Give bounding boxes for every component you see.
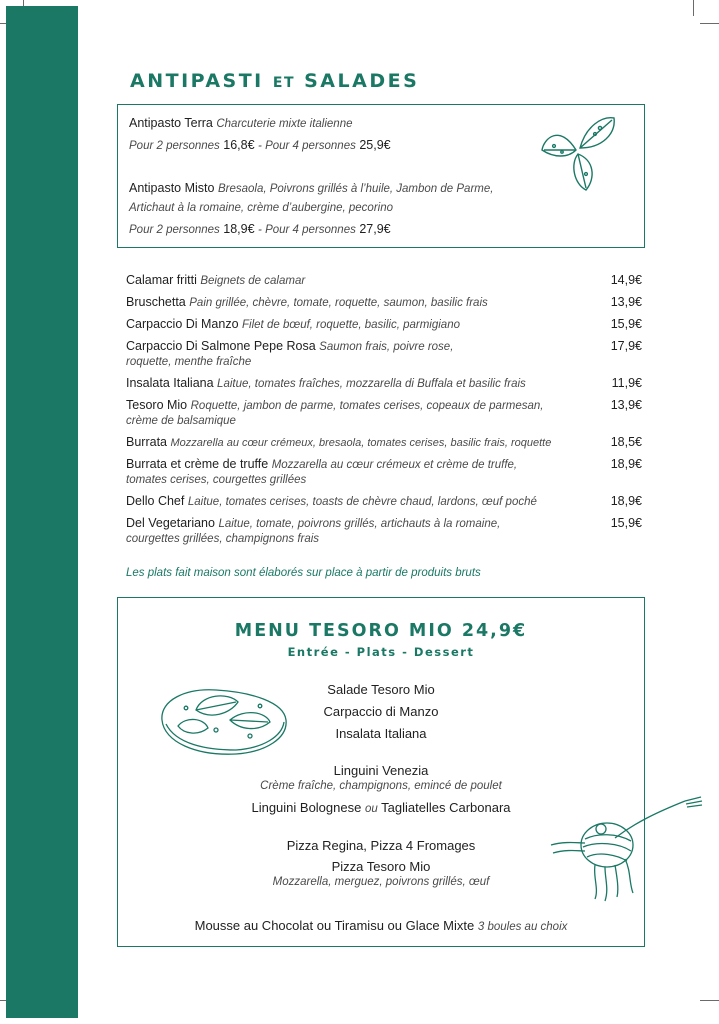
house-made-note: Les plats fait maison sont élaborés sur place à partir de produits bruts bbox=[126, 567, 481, 579]
menu-pizza: Pizza Tesoro Mio bbox=[331, 859, 431, 874]
side-band bbox=[6, 6, 78, 1018]
spaghetti-fork-icon bbox=[545, 793, 705, 903]
item-price: 18,5€ bbox=[610, 435, 642, 449]
menu-subtitle: Entrée - Plats - Dessert bbox=[287, 645, 475, 659]
menu-pasta: Linguini Venezia bbox=[333, 763, 429, 778]
item-price: 15,9€ bbox=[610, 516, 642, 530]
section-title: ANTIPASTI ET SALADES bbox=[130, 70, 420, 92]
item-price: 13,9€ bbox=[610, 295, 642, 309]
item-price: 15,9€ bbox=[610, 317, 642, 331]
menu-starter: Insalata Italiana bbox=[335, 726, 427, 741]
menu-item: Carpaccio Di Salmone Pepe Rosa Saumon frais, poivre rose, roquette, menthe fraîche 17,9€ bbox=[126, 339, 642, 368]
menu-item: Tesoro Mio Roquette, jambon de parme, tomates cerises, copeaux de parmesan, crème de balsamique 13,9€ bbox=[126, 398, 642, 427]
menu-item: Insalata Italiana Laitue, tomates fraîches, mozzarella di Buffala et basilic frais 11,9€ bbox=[126, 376, 642, 390]
crop-mark bbox=[700, 23, 719, 24]
menu-item: Burrata et crème de truffe Mozzarella au cœur crémeux et crème de truffe, tomates cerises, courgettes grillées 18,9€ bbox=[126, 457, 642, 486]
item-price: 13,9€ bbox=[610, 398, 642, 412]
menu-pizza-desc: Mozzarella, merguez, poivrons grillés, œuf bbox=[272, 876, 490, 888]
menu-item: Dello Chef Laitue, tomates cerises, toasts de chèvre chaud, lardons, œuf poché 18,9€ bbox=[126, 494, 642, 508]
bruschetta-icon bbox=[156, 680, 291, 760]
item-price: 17,9€ bbox=[610, 339, 642, 353]
item-price: 11,9€ bbox=[611, 376, 642, 390]
antipasto-title: Antipasto Misto Bresaola, Poivrons grillés à l’huile, Jambon de Parme, bbox=[129, 181, 494, 195]
menu-item: Burrata Mozzarella au cœur crémeux, bresaola, tomates cerises, basilic frais, roquette 18,5€ bbox=[126, 435, 642, 449]
crop-mark bbox=[693, 0, 694, 16]
antipasto-pricing: Pour 2 personnes 16,8€ - Pour 4 personnes 25,9€ bbox=[129, 138, 391, 152]
menu-title: MENU TESORO MIO 24,9€ bbox=[234, 621, 528, 641]
antipasto-title: Antipasto Terra Charcuterie mixte italienne bbox=[129, 116, 353, 130]
antipasto-desc: Artichaut à la romaine, crème d’aubergine, pecorino bbox=[129, 202, 394, 214]
basil-icon bbox=[540, 114, 630, 194]
menu-item: Calamar fritti Beignets de calamar 14,9€ bbox=[126, 273, 642, 287]
menu-item: Carpaccio Di Manzo Filet de bœuf, roquette, basilic, parmigiano 15,9€ bbox=[126, 317, 642, 331]
menu-pasta-desc: Crème fraîche, champignons, emincé de poulet bbox=[260, 780, 502, 792]
menu-starter: Carpaccio di Manzo bbox=[323, 704, 439, 719]
crop-mark bbox=[700, 1000, 719, 1001]
item-price: 18,9€ bbox=[610, 457, 642, 471]
item-price: 18,9€ bbox=[610, 494, 642, 508]
menu-pasta: Linguini Bolognese ou Tagliatelles Carbonara bbox=[251, 800, 511, 815]
menu-item: Bruschetta Pain grillée, chèvre, tomate, roquette, saumon, basilic frais 13,9€ bbox=[126, 295, 642, 309]
item-price: 14,9€ bbox=[610, 273, 642, 287]
antipasto-pricing: Pour 2 personnes 18,9€ - Pour 4 personnes 27,9€ bbox=[129, 222, 391, 236]
menu-pizza: Pizza Regina, Pizza 4 Fromages bbox=[286, 838, 476, 853]
menu-dessert: Mousse au Chocolat ou Tiramisu ou Glace Mixte 3 boules au choix bbox=[194, 918, 568, 933]
menu-item: Del Vegetariano Laitue, tomate, poivrons grillés, artichauts à la romaine, courgettes grillées, champignons frais 15,9€ bbox=[126, 516, 642, 545]
menu-starter: Salade Tesoro Mio bbox=[327, 682, 435, 697]
